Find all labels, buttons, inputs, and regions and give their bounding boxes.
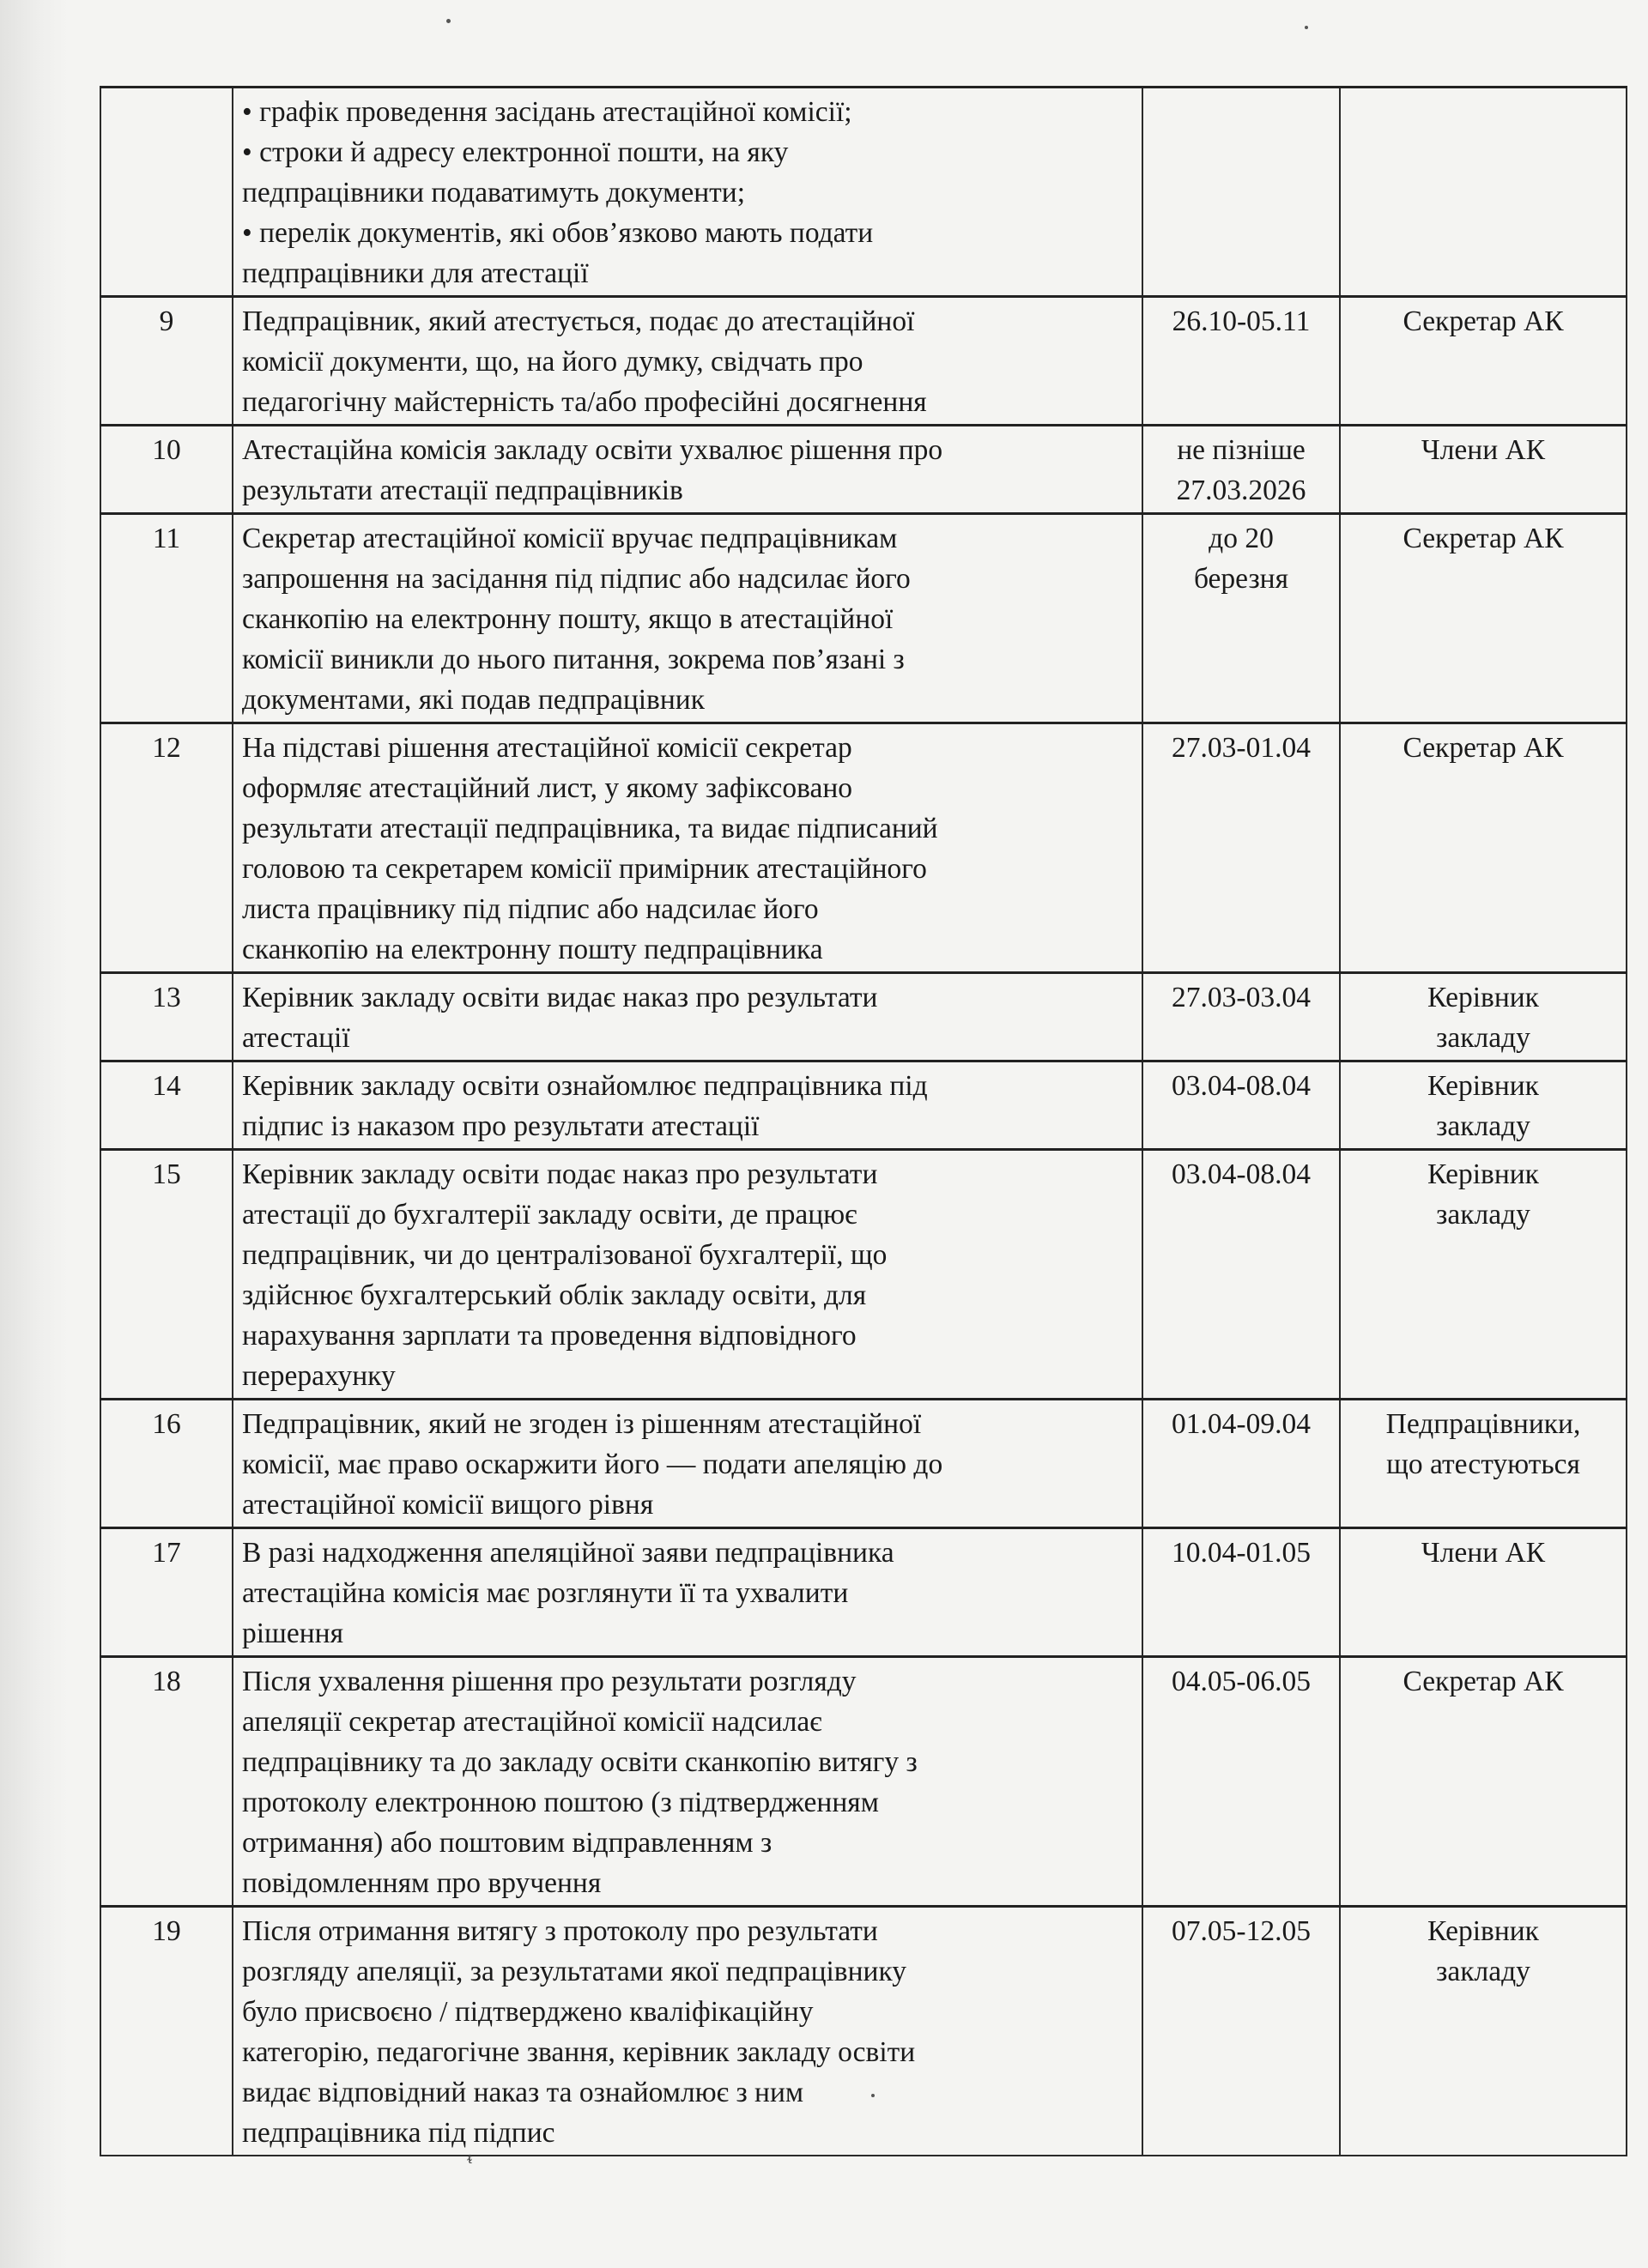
task-description-line: апеляції секретар атестаційної комісії надсилає xyxy=(242,1706,822,1738)
table-row xyxy=(100,723,1627,973)
task-description-line: запрошення на засідання під підпис або надсилає його xyxy=(242,563,911,595)
task-responsible xyxy=(1340,426,1627,514)
task-deadline-line: до 20 xyxy=(1209,523,1274,554)
task-description-line: протоколу електронною поштою (з підтвердженням xyxy=(242,1787,879,1818)
task-deadline xyxy=(1142,1528,1340,1657)
task-responsible-line: Керівник xyxy=(1427,982,1539,1013)
task-responsible xyxy=(1340,1061,1627,1150)
task-description-line: • строки й адресу електронної пошти, на яку xyxy=(242,136,789,168)
task-description xyxy=(233,723,1142,973)
table-row xyxy=(100,1061,1627,1150)
task-deadline xyxy=(1142,514,1340,723)
task-description-line: документами, які подав педпрацівник xyxy=(242,684,706,716)
row-number: 14 xyxy=(100,1061,233,1150)
table-row xyxy=(100,1150,1627,1400)
task-description-line: атестації xyxy=(242,1022,350,1054)
task-responsible-line: Керівник xyxy=(1427,1915,1539,1947)
task-deadline xyxy=(1142,1907,1340,2156)
scan-speck xyxy=(446,19,451,23)
task-description-line: педагогічну майстерність та/або професійні досягнення xyxy=(242,386,927,418)
task-description xyxy=(233,973,1142,1061)
task-responsible-line: Члени АК xyxy=(1421,1537,1546,1569)
task-deadline xyxy=(1142,973,1340,1061)
task-description-line: нарахування зарплати та проведення відповідного xyxy=(242,1320,857,1352)
task-deadline-line: 27.03.2026 xyxy=(1176,475,1306,506)
task-description-line: результати атестації педпрацівника, та видає підписаний xyxy=(242,813,938,844)
task-responsible xyxy=(1340,1150,1627,1400)
task-description-line: повідомленням про вручення xyxy=(242,1867,602,1899)
task-description-line: Секретар атестаційної комісії вручає педпрацівникам xyxy=(242,523,898,554)
task-responsible-line: Члени АК xyxy=(1421,434,1546,466)
task-responsible xyxy=(1340,1528,1627,1657)
row-number: 13 xyxy=(100,973,233,1061)
table-row xyxy=(100,1907,1627,2156)
task-description-line: педпрацівники подаватимуть документи; xyxy=(242,177,746,209)
task-description-line: здійснює бухгалтерський облік закладу освіти, для xyxy=(242,1279,867,1311)
task-deadline xyxy=(1142,1150,1340,1400)
task-responsible xyxy=(1340,514,1627,723)
task-responsible-line: Секретар АК xyxy=(1403,1666,1564,1697)
task-deadline-line: 26.10-05.11 xyxy=(1172,305,1311,337)
task-responsible-line: закладу xyxy=(1436,1199,1530,1231)
task-description xyxy=(233,1400,1142,1528)
task-description-line: категорію, педагогічне звання, керівник закладу освіти xyxy=(242,2036,916,2068)
task-deadline xyxy=(1142,723,1340,973)
task-description xyxy=(233,297,1142,426)
task-description xyxy=(233,1150,1142,1400)
task-description-line: Після отримання витягу з протоколу про результати xyxy=(242,1915,878,1947)
task-description-line: комісії, має право оскаржити його — подати апеляцію до xyxy=(242,1448,943,1480)
task-responsible-line: закладу xyxy=(1436,1956,1530,1987)
task-deadline-line: 01.04-09.04 xyxy=(1172,1408,1311,1440)
task-responsible xyxy=(1340,973,1627,1061)
task-description-line: Керівник закладу освіти ознайомлює педпрацівника під xyxy=(242,1070,928,1102)
task-deadline-line: березня xyxy=(1193,563,1289,595)
task-description xyxy=(233,1907,1142,2156)
scan-mark: ᵵ xyxy=(468,2150,473,2167)
task-description-line: сканкопію на електронну пошту, якщо в атестаційної xyxy=(242,603,894,635)
task-description-line: листа працівнику під підпис або надсилає його xyxy=(242,893,819,925)
task-description-line: перерахунку xyxy=(242,1360,396,1392)
task-description-line: Керівник закладу освіти видає наказ про результати xyxy=(242,982,878,1013)
task-description-line: • перелік документів, які обов’язково мають подати xyxy=(242,217,874,249)
task-description-line: сканкопію на електронну пошту педпрацівника xyxy=(242,934,823,965)
task-description-line: В разі надходження апеляційної заяви педпрацівника xyxy=(242,1537,894,1569)
task-responsible xyxy=(1340,1907,1627,2156)
task-responsible xyxy=(1340,723,1627,973)
task-deadline xyxy=(1142,1400,1340,1528)
task-responsible-line: що атестуються xyxy=(1386,1448,1580,1480)
table-row xyxy=(100,1400,1627,1528)
task-responsible xyxy=(1340,88,1627,297)
task-description-line: комісії документи, що, на його думку, свідчать про xyxy=(242,346,863,378)
task-description-line: оформляє атестаційний лист, у якому зафіксовано xyxy=(242,772,853,804)
task-deadline-line: 27.03-01.04 xyxy=(1172,732,1311,764)
table-row xyxy=(100,1657,1627,1907)
task-description-line: атестаційна комісія має розглянути її та ухвалити xyxy=(242,1577,849,1609)
task-description-line: підпис із наказом про результати атестації xyxy=(242,1110,760,1142)
task-description xyxy=(233,426,1142,514)
table-row xyxy=(100,514,1627,723)
task-description xyxy=(233,514,1142,723)
task-responsible-line: Керівник xyxy=(1427,1158,1539,1190)
task-description-line: результати атестації педпрацівників xyxy=(242,475,683,506)
task-responsible xyxy=(1340,297,1627,426)
task-responsible-line: закладу xyxy=(1436,1110,1530,1142)
task-deadline xyxy=(1142,1657,1340,1907)
table-row xyxy=(100,426,1627,514)
task-deadline-line: 03.04-08.04 xyxy=(1172,1070,1311,1102)
task-description-line: атестаційної комісії вищого рівня xyxy=(242,1489,654,1521)
task-responsible-line: Педпрацівники, xyxy=(1385,1408,1581,1440)
task-description-line: комісії виникли до нього питання, зокрема пов’язані з xyxy=(242,644,905,675)
table-row xyxy=(100,88,1627,297)
row-number: 12 xyxy=(100,723,233,973)
task-description-line: педпрацівника під підпис xyxy=(242,2117,555,2149)
task-deadline-line: 27.03-03.04 xyxy=(1172,982,1311,1013)
task-description-line: Атестаційна комісія закладу освіти ухвалює рішення про xyxy=(242,434,943,466)
task-responsible-line: Секретар АК xyxy=(1403,523,1564,554)
task-deadline-line: не пізніше xyxy=(1177,434,1306,466)
task-deadline xyxy=(1142,88,1340,297)
task-description-line: отримання) або поштовим відправленням з xyxy=(242,1827,772,1859)
row-number xyxy=(100,88,233,297)
table-row xyxy=(100,297,1627,426)
row-number: 19 xyxy=(100,1907,233,2156)
scan-edge-shadow xyxy=(0,0,69,2268)
task-description xyxy=(233,88,1142,297)
task-description-line: педпрацівнику та до закладу освіти сканкопію витягу з xyxy=(242,1746,918,1778)
row-number: 10 xyxy=(100,426,233,514)
task-deadline xyxy=(1142,1061,1340,1150)
task-description-line: рішення xyxy=(242,1618,343,1649)
task-responsible-line: Керівник xyxy=(1427,1070,1539,1102)
task-description xyxy=(233,1528,1142,1657)
row-number: 15 xyxy=(100,1150,233,1400)
row-number: 16 xyxy=(100,1400,233,1528)
attestation-schedule-table xyxy=(100,86,1627,2156)
task-description-line: • графік проведення засідань атестаційної комісії; xyxy=(242,96,852,128)
table-row xyxy=(100,973,1627,1061)
task-deadline xyxy=(1142,426,1340,514)
task-description-line: атестації до бухгалтерії закладу освіти, де працює xyxy=(242,1199,857,1231)
task-deadline-line: 04.05-06.05 xyxy=(1172,1666,1311,1697)
scan-speck xyxy=(1305,26,1308,29)
task-description-line: було присвоєно / підтверджено кваліфікаційну xyxy=(242,1996,814,2028)
table-row xyxy=(100,1528,1627,1657)
task-description-line: На підставі рішення атестаційної комісії секретар xyxy=(242,732,852,764)
task-description-line: педпрацівники для атестації xyxy=(242,257,589,289)
task-description-line: Педпрацівник, який атестується, подає до атестаційної xyxy=(242,305,915,337)
task-description-line: Після ухвалення рішення про результати розгляду xyxy=(242,1666,857,1697)
task-responsible-line: Секретар АК xyxy=(1403,732,1564,764)
task-description xyxy=(233,1061,1142,1150)
task-responsible-line: закладу xyxy=(1436,1022,1530,1054)
task-responsible-line: Секретар АК xyxy=(1403,305,1564,337)
task-description xyxy=(233,1657,1142,1907)
task-deadline-line: 03.04-08.04 xyxy=(1172,1158,1311,1190)
task-description-line: розгляду апеляції, за результатами якої педпрацівнику xyxy=(242,1956,907,1987)
task-description-line: педпрацівник, чи до централізованої бухгалтерії, що xyxy=(242,1239,888,1271)
task-description-line: Керівник закладу освіти подає наказ про результати xyxy=(242,1158,878,1190)
row-number: 17 xyxy=(100,1528,233,1657)
table-body xyxy=(100,88,1627,2156)
task-responsible xyxy=(1340,1657,1627,1907)
task-responsible xyxy=(1340,1400,1627,1528)
row-number: 11 xyxy=(100,514,233,723)
task-description-line: Педпрацівник, який не згоден із рішенням атестаційної xyxy=(242,1408,922,1440)
task-description-line: видає відповідний наказ та ознайомлює з ним xyxy=(242,2077,804,2108)
row-number: 18 xyxy=(100,1657,233,1907)
row-number: 9 xyxy=(100,297,233,426)
task-deadline-line: 07.05-12.05 xyxy=(1172,1915,1311,1947)
task-deadline xyxy=(1142,297,1340,426)
task-deadline-line: 10.04-01.05 xyxy=(1172,1537,1311,1569)
task-description-line: головою та секретарем комісії примірник атестаційного xyxy=(242,853,927,885)
